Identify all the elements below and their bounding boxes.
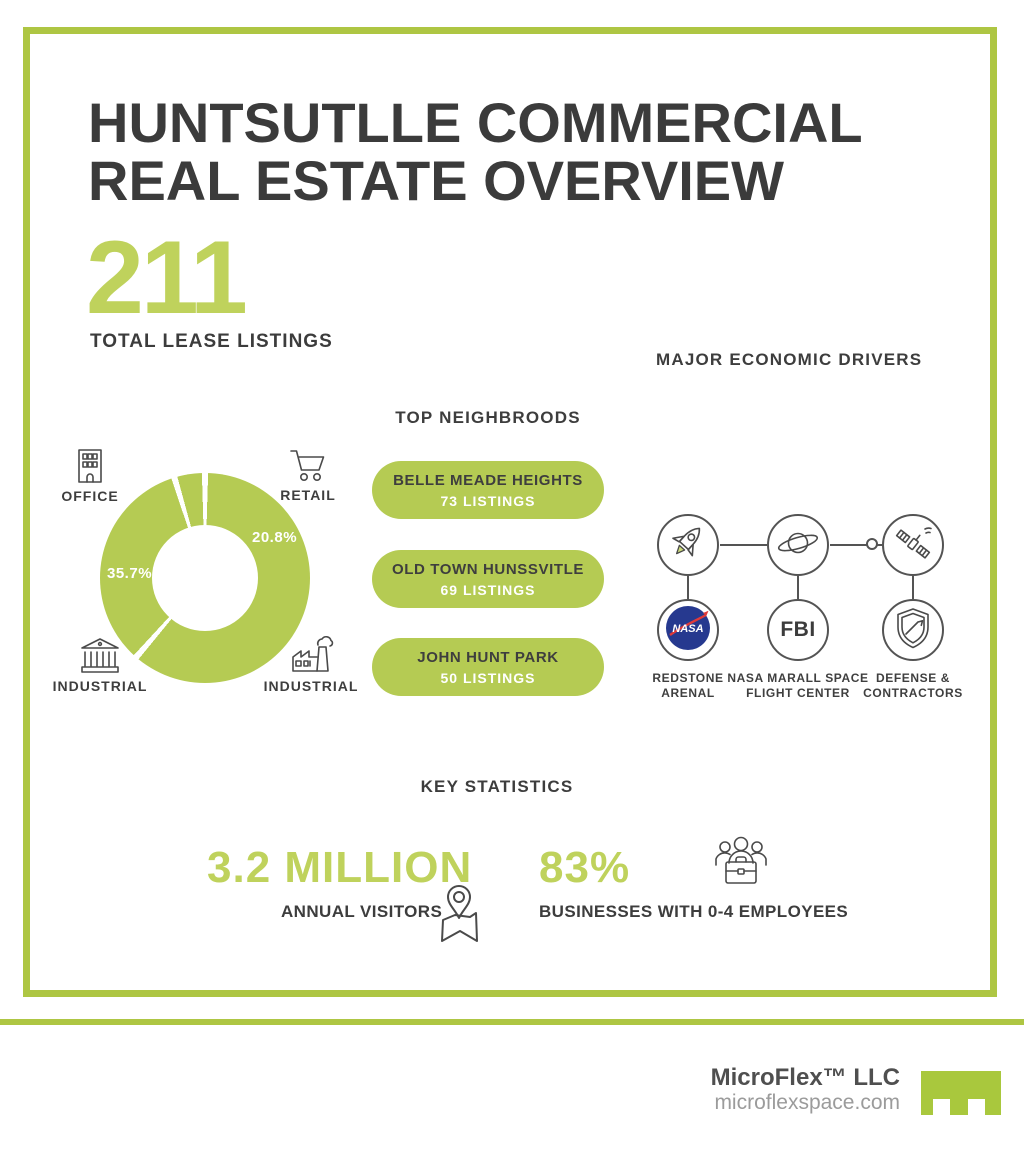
key-statistics-heading: KEY STATISTICS bbox=[420, 777, 574, 796]
donut-percent-label-left: 35.7% bbox=[107, 565, 153, 582]
donut-chart-hole bbox=[152, 525, 258, 631]
shopping-cart-icon bbox=[266, 447, 350, 484]
stat-small-business-label: BUSINESSES WITH 0-4 EMPLOYEES bbox=[539, 902, 849, 921]
driver-label-nasa-flight-center: NASA MARALL SPACE FLIGHT CENTER bbox=[727, 671, 869, 700]
donut-percent-label-right: 20.8% bbox=[252, 529, 298, 546]
stat-annual-visitors-label: ANNUAL VISITORS bbox=[281, 902, 443, 921]
stat-annual-visitors-value: 3.2 MILLION bbox=[207, 843, 473, 892]
category-retail bbox=[266, 447, 350, 503]
neighborhood-name: JOHN HUNT PARK bbox=[417, 648, 559, 666]
neighborhood-name: OLD TOWN HUNSSVITLE bbox=[392, 560, 584, 578]
fbi-circle bbox=[767, 599, 829, 661]
factory-icon bbox=[259, 633, 363, 675]
map-pin-icon bbox=[436, 884, 482, 951]
nasa-logo-text: NASA bbox=[672, 622, 704, 635]
category-industrial-right bbox=[259, 633, 363, 694]
neighborhood-listings: 69 LISTINGS bbox=[440, 581, 536, 598]
category-office bbox=[48, 447, 132, 504]
business-people-icon bbox=[710, 835, 772, 894]
microflex-logo bbox=[921, 1071, 1001, 1115]
rocket-circle bbox=[657, 514, 719, 576]
economic-drivers-diagram bbox=[645, 505, 963, 715]
driver-label-defense: DEFENSE & CONTRACTORS bbox=[863, 671, 963, 700]
shield-icon bbox=[895, 607, 931, 654]
fbi-label: FBI bbox=[780, 618, 816, 641]
saturn-circle bbox=[767, 514, 829, 576]
page-title-line2: REAL ESTATE OVERVIEW bbox=[88, 149, 784, 212]
category-industrial-right-label: INDUSTRIAL bbox=[263, 678, 359, 694]
category-industrial-left bbox=[48, 637, 152, 694]
footer-divider-line bbox=[0, 1019, 1024, 1025]
satellite-circle bbox=[882, 514, 944, 576]
nasa-circle bbox=[657, 599, 719, 661]
neighborhood-name: BELLE MEADE HEIGHTS bbox=[393, 471, 583, 489]
neighborhood-listings: 73 LISTINGS bbox=[440, 492, 536, 509]
shield-circle bbox=[882, 599, 944, 661]
logo-notch bbox=[933, 1099, 950, 1115]
saturn-icon bbox=[776, 527, 820, 564]
rocket-icon bbox=[666, 521, 710, 570]
connector-line bbox=[720, 544, 767, 546]
total-listings-label: TOTAL LEASE LISTINGS bbox=[90, 331, 333, 352]
category-retail-label: RETAIL bbox=[280, 487, 336, 503]
logo-notch bbox=[968, 1099, 985, 1115]
bank-columns-icon bbox=[48, 637, 152, 675]
page-title bbox=[88, 91, 863, 212]
category-office-label: OFFICE bbox=[61, 488, 119, 504]
office-building-icon bbox=[48, 447, 132, 485]
connector-line bbox=[687, 576, 689, 599]
neighborhoods-heading: TOP NEIGHBROODS bbox=[395, 408, 581, 427]
footer-website: microflexspace.com bbox=[714, 1091, 900, 1114]
neighborhood-pill bbox=[372, 550, 604, 608]
connector-line bbox=[797, 576, 799, 599]
neighborhood-listings: 50 LISTINGS bbox=[440, 669, 536, 686]
neighborhood-pill bbox=[372, 638, 604, 696]
total-listings-value: 211 bbox=[86, 220, 245, 336]
stat-small-business-value: 83% bbox=[539, 843, 631, 892]
footer-company-name: MicroFlex™ LLC bbox=[710, 1064, 900, 1091]
satellite-icon bbox=[891, 523, 935, 568]
driver-label-redstone: REDSTONE ARENAL bbox=[652, 671, 724, 700]
economic-drivers-heading: MAJOR ECONOMIC DRIVERS bbox=[656, 350, 923, 369]
neighborhood-pill bbox=[372, 461, 604, 519]
connector-node bbox=[866, 538, 878, 550]
connector-line bbox=[912, 576, 914, 599]
page-title-line1: HUNTSUTLLE COMMERCIAL bbox=[88, 91, 863, 154]
category-industrial-left-label: INDUSTRIAL bbox=[52, 678, 148, 694]
nasa-logo bbox=[665, 605, 711, 656]
footer bbox=[560, 1064, 900, 1115]
